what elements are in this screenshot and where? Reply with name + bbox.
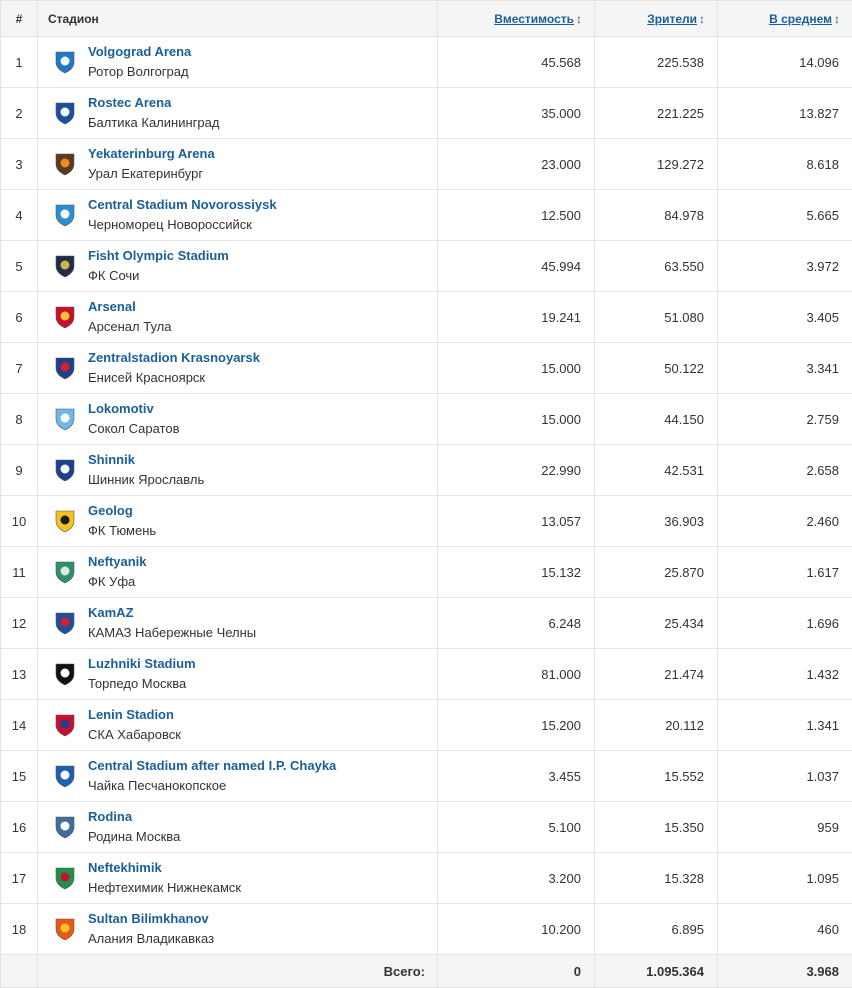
attendance-header[interactable] — [595, 1, 718, 37]
rotor-crest-icon — [52, 49, 78, 75]
attendance-cell: 15.552 — [595, 751, 718, 802]
stadium-link[interactable]: Lenin Stadion — [88, 705, 181, 725]
stadium-link[interactable]: Fisht Olympic Stadium — [88, 246, 229, 266]
table-row — [1, 496, 852, 547]
shinnik-crest-icon — [52, 457, 78, 483]
club-name: СКА Хабаровск — [88, 725, 181, 745]
table-row — [1, 139, 852, 190]
stadium-link[interactable]: Sultan Bilimkhanov — [88, 909, 214, 929]
attendance-cell: 36.903 — [595, 496, 718, 547]
stadium-link[interactable]: Yekaterinburg Arena — [88, 144, 215, 164]
capacity-cell: 10.200 — [438, 904, 595, 955]
rank-header: # — [1, 1, 38, 37]
average-cell: 8.618 — [718, 139, 852, 190]
club-name: Ротор Волгоград — [88, 62, 191, 82]
table-row — [1, 700, 852, 751]
chernomorets-crest-icon — [52, 202, 78, 228]
capacity-cell: 12.500 — [438, 190, 595, 241]
capacity-sort-link[interactable]: Вместимость — [494, 12, 574, 26]
table-row — [1, 394, 852, 445]
club-name: ФК Тюмень — [88, 521, 156, 541]
average-cell: 1.432 — [718, 649, 852, 700]
stadium-cell — [38, 190, 438, 241]
stadium-cell — [38, 802, 438, 853]
average-cell: 1.341 — [718, 700, 852, 751]
average-cell: 3.972 — [718, 241, 852, 292]
table-row — [1, 241, 852, 292]
rank-cell: 10 — [1, 496, 38, 547]
capacity-cell: 23.000 — [438, 139, 595, 190]
stadium-cell — [38, 445, 438, 496]
stadium-link[interactable]: Central Stadium Novorossiysk — [88, 195, 277, 215]
club-name: Сокол Саратов — [88, 419, 179, 439]
stadium-cell — [38, 241, 438, 292]
ufa-crest-icon — [52, 559, 78, 585]
total-capacity: 0 — [438, 955, 595, 988]
rank-cell: 5 — [1, 241, 38, 292]
rank-cell: 3 — [1, 139, 38, 190]
average-cell: 13.827 — [718, 88, 852, 139]
rank-cell: 1 — [1, 37, 38, 88]
stadium-link[interactable]: KamAZ — [88, 603, 256, 623]
average-sort-link[interactable]: В среднем — [769, 12, 832, 26]
stadium-link[interactable]: Luzhniki Stadium — [88, 654, 196, 674]
chayka-crest-icon — [52, 763, 78, 789]
stadium-link[interactable]: Rodina — [88, 807, 180, 827]
table-row — [1, 37, 852, 88]
attendance-cell: 50.122 — [595, 343, 718, 394]
rank-cell: 16 — [1, 802, 38, 853]
yenisey-crest-icon — [52, 355, 78, 381]
rank-cell: 12 — [1, 598, 38, 649]
stadium-link[interactable]: Neftekhimik — [88, 858, 241, 878]
table-header-row — [1, 1, 852, 37]
totals-rank-cell — [1, 955, 38, 988]
capacity-cell: 5.100 — [438, 802, 595, 853]
table-row — [1, 190, 852, 241]
rank-cell: 2 — [1, 88, 38, 139]
rank-cell: 7 — [1, 343, 38, 394]
attendance-cell: 15.350 — [595, 802, 718, 853]
club-name: Чайка Песчанокопское — [88, 776, 336, 796]
stadium-cell — [38, 904, 438, 955]
ska-crest-icon — [52, 712, 78, 738]
attendance-cell: 15.328 — [595, 853, 718, 904]
average-cell: 1.095 — [718, 853, 852, 904]
totals-row — [1, 955, 852, 988]
club-name: Енисей Красноярск — [88, 368, 260, 388]
capacity-header[interactable] — [438, 1, 595, 37]
stadium-link[interactable]: Zentralstadion Krasnoyarsk — [88, 348, 260, 368]
rank-cell: 18 — [1, 904, 38, 955]
capacity-cell: 81.000 — [438, 649, 595, 700]
attendance-cell: 6.895 — [595, 904, 718, 955]
capacity-cell: 6.248 — [438, 598, 595, 649]
capacity-cell: 15.000 — [438, 394, 595, 445]
stadium-link[interactable]: Rostec Arena — [88, 93, 219, 113]
rank-cell: 13 — [1, 649, 38, 700]
attendance-cell: 225.538 — [595, 37, 718, 88]
capacity-cell: 3.455 — [438, 751, 595, 802]
average-cell: 14.096 — [718, 37, 852, 88]
stadium-cell — [38, 394, 438, 445]
stadium-cell — [38, 598, 438, 649]
stadium-link[interactable]: Neftyanik — [88, 552, 147, 572]
table-row — [1, 88, 852, 139]
attendance-cell: 51.080 — [595, 292, 718, 343]
rank-cell: 4 — [1, 190, 38, 241]
rank-cell: 11 — [1, 547, 38, 598]
stadium-header: Стадион — [38, 1, 438, 37]
stadium-cell — [38, 139, 438, 190]
club-name: ФК Сочи — [88, 266, 229, 286]
table-row — [1, 547, 852, 598]
attendance-cell: 42.531 — [595, 445, 718, 496]
rank-cell: 8 — [1, 394, 38, 445]
stadium-cell — [38, 292, 438, 343]
capacity-cell: 15.000 — [438, 343, 595, 394]
club-name: Арсенал Тула — [88, 317, 171, 337]
stadium-link[interactable]: Arsenal — [88, 297, 171, 317]
average-cell: 460 — [718, 904, 852, 955]
average-cell: 2.460 — [718, 496, 852, 547]
capacity-cell: 15.200 — [438, 700, 595, 751]
average-cell: 1.037 — [718, 751, 852, 802]
club-name: Алания Владикавказ — [88, 929, 214, 949]
club-name: КАМАЗ Набережные Челны — [88, 623, 256, 643]
total-average: 3.968 — [718, 955, 852, 988]
stadium-cell — [38, 853, 438, 904]
attendance-cell: 21.474 — [595, 649, 718, 700]
attendance-cell: 129.272 — [595, 139, 718, 190]
rank-cell: 6 — [1, 292, 38, 343]
average-cell: 3.405 — [718, 292, 852, 343]
arsenal-crest-icon — [52, 304, 78, 330]
attendance-cell: 44.150 — [595, 394, 718, 445]
attendance-cell: 63.550 — [595, 241, 718, 292]
club-name: Нефтехимик Нижнекамск — [88, 878, 241, 898]
table-row — [1, 343, 852, 394]
club-name: Урал Екатеринбург — [88, 164, 215, 184]
attendance-cell: 221.225 — [595, 88, 718, 139]
table-row — [1, 292, 852, 343]
table-row — [1, 751, 852, 802]
club-name: Родина Москва — [88, 827, 180, 847]
capacity-cell: 15.132 — [438, 547, 595, 598]
capacity-cell: 3.200 — [438, 853, 595, 904]
stadium-cell — [38, 751, 438, 802]
table-row — [1, 649, 852, 700]
total-attendance: 1.095.364 — [595, 955, 718, 988]
totals-label: Всего: — [38, 955, 438, 988]
rank-cell: 14 — [1, 700, 38, 751]
stadium-link[interactable]: Lokomotiv — [88, 399, 179, 419]
attendance-sort-link[interactable]: Зрители — [647, 12, 697, 26]
rank-cell: 17 — [1, 853, 38, 904]
stadium-cell — [38, 37, 438, 88]
stadium-cell — [38, 547, 438, 598]
average-cell: 5.665 — [718, 190, 852, 241]
club-name: Торпедо Москва — [88, 674, 196, 694]
attendance-cell: 20.112 — [595, 700, 718, 751]
capacity-cell: 13.057 — [438, 496, 595, 547]
ural-crest-icon — [52, 151, 78, 177]
capacity-cell: 45.994 — [438, 241, 595, 292]
stadium-link[interactable]: Shinnik — [88, 450, 204, 470]
table-row — [1, 853, 852, 904]
rodina-crest-icon — [52, 814, 78, 840]
average-cell: 2.658 — [718, 445, 852, 496]
table-row — [1, 904, 852, 955]
stadium-link[interactable]: Central Stadium after named I.P. Chayka — [88, 756, 336, 776]
stadium-link[interactable]: Geolog — [88, 501, 156, 521]
average-cell: 1.696 — [718, 598, 852, 649]
stadium-cell — [38, 496, 438, 547]
neftekhimik-crest-icon — [52, 865, 78, 891]
attendance-cell: 25.434 — [595, 598, 718, 649]
attendance-cell: 84.978 — [595, 190, 718, 241]
table-row — [1, 445, 852, 496]
sort-arrows-icon[interactable]: ↕ — [576, 12, 582, 26]
club-name: Черноморец Новороссийск — [88, 215, 277, 235]
capacity-cell: 22.990 — [438, 445, 595, 496]
capacity-cell: 35.000 — [438, 88, 595, 139]
table-row — [1, 598, 852, 649]
stadium-link[interactable]: Volgograd Arena — [88, 42, 191, 62]
kamaz-crest-icon — [52, 610, 78, 636]
attendance-cell: 25.870 — [595, 547, 718, 598]
tyumen-crest-icon — [52, 508, 78, 534]
table-row — [1, 802, 852, 853]
club-name: ФК Уфа — [88, 572, 147, 592]
sokol-crest-icon — [52, 406, 78, 432]
club-name: Балтика Калининград — [88, 113, 219, 133]
baltika-crest-icon — [52, 100, 78, 126]
rank-cell: 9 — [1, 445, 38, 496]
stadium-cell — [38, 343, 438, 394]
average-header[interactable] — [718, 1, 852, 37]
sort-arrows-icon[interactable]: ↕ — [699, 12, 705, 26]
sort-arrows-icon[interactable]: ↕ — [834, 12, 840, 26]
torpedo-crest-icon — [52, 661, 78, 687]
capacity-cell: 45.568 — [438, 37, 595, 88]
club-name: Шинник Ярославль — [88, 470, 204, 490]
stadium-cell — [38, 649, 438, 700]
average-cell: 959 — [718, 802, 852, 853]
capacity-cell: 19.241 — [438, 292, 595, 343]
average-cell: 3.341 — [718, 343, 852, 394]
sochi-crest-icon — [52, 253, 78, 279]
alania-crest-icon — [52, 916, 78, 942]
stadium-cell — [38, 88, 438, 139]
average-cell: 2.759 — [718, 394, 852, 445]
rank-cell: 15 — [1, 751, 38, 802]
average-cell: 1.617 — [718, 547, 852, 598]
stadium-cell — [38, 700, 438, 751]
